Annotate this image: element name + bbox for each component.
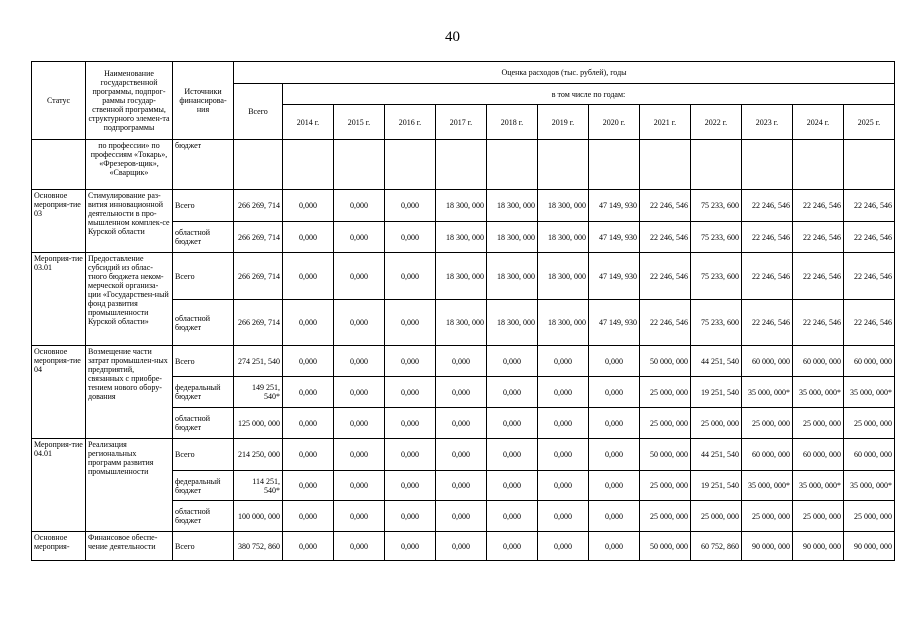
total-cell: 114 251, 540* xyxy=(234,471,283,501)
status-cell xyxy=(32,140,86,190)
value-cell: 0,000 xyxy=(385,190,436,222)
value-cell: 0,000 xyxy=(589,501,640,532)
value-cell: 0,000 xyxy=(538,471,589,501)
value-cell xyxy=(640,140,691,190)
value-cell: 0,000 xyxy=(487,346,538,377)
header-name: Наименование государственной программы, подпрог-раммы государ-ственной программы, структурного элемен-та подпрограммы xyxy=(86,62,173,140)
source-cell: Всего xyxy=(173,346,234,377)
header-year: 2014 г. xyxy=(283,105,334,140)
value-cell: 0,000 xyxy=(487,408,538,439)
status-cell: Основное мероприя-тие 03 xyxy=(32,190,86,253)
value-cell: 60 000, 000 xyxy=(793,439,844,471)
value-cell: 22 246, 546 xyxy=(742,253,793,300)
value-cell: 0,000 xyxy=(334,532,385,561)
value-cell: 0,000 xyxy=(589,408,640,439)
value-cell: 25 000, 000 xyxy=(640,408,691,439)
value-cell: 0,000 xyxy=(283,346,334,377)
header-year: 2015 г. xyxy=(334,105,385,140)
value-cell xyxy=(691,140,742,190)
total-cell: 214 250, 000 xyxy=(234,439,283,471)
value-cell: 0,000 xyxy=(538,439,589,471)
value-cell: 90 000, 000 xyxy=(844,532,895,561)
source-cell: Всего xyxy=(173,190,234,222)
value-cell xyxy=(283,140,334,190)
value-cell: 90 000, 000 xyxy=(742,532,793,561)
value-cell: 18 300, 000 xyxy=(538,253,589,300)
source-cell: областной бюджет xyxy=(173,222,234,253)
name-cell: Реализация региональных программ развития промышленности xyxy=(86,439,173,532)
value-cell: 75 233, 600 xyxy=(691,300,742,346)
value-cell xyxy=(793,140,844,190)
value-cell: 0,000 xyxy=(334,471,385,501)
value-cell: 0,000 xyxy=(538,377,589,408)
total-cell: 380 752, 860 xyxy=(234,532,283,561)
value-cell: 0,000 xyxy=(283,532,334,561)
value-cell: 0,000 xyxy=(385,408,436,439)
total-cell: 125 000, 000 xyxy=(234,408,283,439)
value-cell: 22 246, 546 xyxy=(640,300,691,346)
value-cell: 18 300, 000 xyxy=(538,190,589,222)
value-cell: 0,000 xyxy=(538,346,589,377)
value-cell: 0,000 xyxy=(334,346,385,377)
total-cell: 149 251, 540* xyxy=(234,377,283,408)
value-cell xyxy=(436,140,487,190)
header-status: Статус xyxy=(32,62,86,140)
header-year: 2025 г. xyxy=(844,105,895,140)
value-cell: 22 246, 546 xyxy=(793,190,844,222)
value-cell: 60 752, 860 xyxy=(691,532,742,561)
value-cell xyxy=(844,140,895,190)
value-cell: 0,000 xyxy=(283,501,334,532)
source-cell: Всего xyxy=(173,253,234,300)
header-year: 2024 г. xyxy=(793,105,844,140)
value-cell: 25 000, 000 xyxy=(793,408,844,439)
value-cell: 22 246, 546 xyxy=(793,300,844,346)
value-cell: 0,000 xyxy=(487,377,538,408)
value-cell: 90 000, 000 xyxy=(793,532,844,561)
source-cell: федеральный бюджет xyxy=(173,377,234,408)
value-cell: 22 246, 546 xyxy=(640,190,691,222)
value-cell: 25 000, 000 xyxy=(691,408,742,439)
table-row xyxy=(32,253,895,300)
source-cell: Всего xyxy=(173,439,234,471)
value-cell: 25 000, 000 xyxy=(742,501,793,532)
page-number: 40 xyxy=(445,29,460,45)
table-row xyxy=(32,346,895,377)
value-cell: 0,000 xyxy=(589,346,640,377)
value-cell: 50 000, 000 xyxy=(640,439,691,471)
value-cell: 0,000 xyxy=(589,471,640,501)
value-cell: 22 246, 546 xyxy=(844,253,895,300)
value-cell: 44 251, 540 xyxy=(691,346,742,377)
status-cell: Мероприя-тие 03.01 xyxy=(32,253,86,346)
value-cell: 60 000, 000 xyxy=(793,346,844,377)
value-cell: 35 000, 000* xyxy=(742,471,793,501)
status-cell: Основное мероприя- xyxy=(32,532,86,561)
value-cell: 18 300, 000 xyxy=(436,253,487,300)
value-cell: 19 251, 540 xyxy=(691,471,742,501)
source-cell: Всего xyxy=(173,532,234,561)
value-cell: 0,000 xyxy=(487,532,538,561)
source-cell: областной бюджет xyxy=(173,408,234,439)
value-cell: 0,000 xyxy=(436,377,487,408)
value-cell: 22 246, 546 xyxy=(640,253,691,300)
table-row xyxy=(32,439,895,471)
header-year: 2019 г. xyxy=(538,105,589,140)
value-cell: 0,000 xyxy=(385,439,436,471)
value-cell: 60 000, 000 xyxy=(844,439,895,471)
value-cell: 0,000 xyxy=(589,532,640,561)
total-cell: 100 000, 000 xyxy=(234,501,283,532)
value-cell: 0,000 xyxy=(334,439,385,471)
value-cell: 25 000, 000 xyxy=(844,408,895,439)
header-total: Всего xyxy=(234,84,283,140)
header-estimate: Оценка расходов (тыс. рублей), годы xyxy=(234,62,895,84)
value-cell: 0,000 xyxy=(283,222,334,253)
value-cell: 25 000, 000 xyxy=(640,501,691,532)
value-cell: 0,000 xyxy=(334,300,385,346)
header-year: 2016 г. xyxy=(385,105,436,140)
value-cell: 0,000 xyxy=(385,377,436,408)
value-cell: 47 149, 930 xyxy=(589,222,640,253)
header-year: 2021 г. xyxy=(640,105,691,140)
value-cell: 18 300, 000 xyxy=(487,190,538,222)
value-cell: 0,000 xyxy=(487,471,538,501)
value-cell: 18 300, 000 xyxy=(487,253,538,300)
header-by-year: в том числе по годам: xyxy=(283,84,895,105)
value-cell: 22 246, 546 xyxy=(640,222,691,253)
source-cell: областной бюджет xyxy=(173,501,234,532)
value-cell: 35 000, 000* xyxy=(793,377,844,408)
table-row xyxy=(32,190,895,222)
value-cell: 35 000, 000* xyxy=(844,471,895,501)
total-cell: 266 269, 714 xyxy=(234,300,283,346)
value-cell: 22 246, 546 xyxy=(742,190,793,222)
value-cell: 0,000 xyxy=(436,408,487,439)
value-cell: 25 000, 000 xyxy=(742,408,793,439)
value-cell xyxy=(538,140,589,190)
value-cell: 0,000 xyxy=(385,471,436,501)
name-cell: по профессии» по профессиям «Токарь», «Фрезеров-щик», «Сварщик» xyxy=(86,140,173,190)
value-cell: 0,000 xyxy=(283,439,334,471)
value-cell: 25 000, 000 xyxy=(793,501,844,532)
value-cell: 18 300, 000 xyxy=(436,300,487,346)
value-cell: 18 300, 000 xyxy=(436,190,487,222)
header-source: Источники финансирова-ния xyxy=(173,62,234,140)
total-cell: 274 251, 540 xyxy=(234,346,283,377)
value-cell: 22 246, 546 xyxy=(844,190,895,222)
value-cell: 0,000 xyxy=(589,377,640,408)
value-cell xyxy=(742,140,793,190)
value-cell: 0,000 xyxy=(538,501,589,532)
source-cell: федеральный бюджет xyxy=(173,471,234,501)
value-cell: 0,000 xyxy=(436,501,487,532)
total-cell: 266 269, 714 xyxy=(234,190,283,222)
value-cell: 0,000 xyxy=(385,346,436,377)
value-cell: 22 246, 546 xyxy=(742,222,793,253)
value-cell: 0,000 xyxy=(283,377,334,408)
value-cell: 0,000 xyxy=(436,346,487,377)
value-cell: 25 000, 000 xyxy=(844,501,895,532)
value-cell: 60 000, 000 xyxy=(844,346,895,377)
value-cell: 35 000, 000* xyxy=(844,377,895,408)
header-year: 2023 г. xyxy=(742,105,793,140)
value-cell: 35 000, 000* xyxy=(793,471,844,501)
value-cell: 18 300, 000 xyxy=(538,222,589,253)
value-cell: 22 246, 546 xyxy=(844,222,895,253)
value-cell: 18 300, 000 xyxy=(436,222,487,253)
name-cell: Возмещение части затрат промышлен-ных предприятий, связанных с приобре-тением нового обору-дования xyxy=(86,346,173,439)
value-cell: 19 251, 540 xyxy=(691,377,742,408)
value-cell: 0,000 xyxy=(436,532,487,561)
value-cell: 35 000, 000* xyxy=(742,377,793,408)
total-cell: 266 269, 714 xyxy=(234,222,283,253)
value-cell: 0,000 xyxy=(589,439,640,471)
value-cell: 18 300, 000 xyxy=(487,300,538,346)
value-cell: 0,000 xyxy=(334,377,385,408)
value-cell: 47 149, 930 xyxy=(589,300,640,346)
value-cell xyxy=(385,140,436,190)
expenditure-table xyxy=(31,61,895,561)
value-cell: 60 000, 000 xyxy=(742,439,793,471)
status-cell: Основное мероприя-тие 04 xyxy=(32,346,86,439)
name-cell: Финансовое обеспе-чение деятельности xyxy=(86,532,173,561)
name-cell: Предоставление субсидий из облас-тного бюджета неком-мерческой организа-ции «Государствен-ный фонд развития промышленности Курской области» xyxy=(86,253,173,346)
value-cell: 0,000 xyxy=(436,471,487,501)
header-year: 2022 г. xyxy=(691,105,742,140)
value-cell: 22 246, 546 xyxy=(844,300,895,346)
value-cell: 0,000 xyxy=(283,253,334,300)
value-cell: 0,000 xyxy=(283,190,334,222)
value-cell: 0,000 xyxy=(283,300,334,346)
value-cell xyxy=(487,140,538,190)
value-cell: 50 000, 000 xyxy=(640,532,691,561)
value-cell: 75 233, 600 xyxy=(691,253,742,300)
value-cell: 0,000 xyxy=(487,501,538,532)
value-cell: 60 000, 000 xyxy=(742,346,793,377)
value-cell: 50 000, 000 xyxy=(640,346,691,377)
status-cell: Мероприя-тие 04.01 xyxy=(32,439,86,532)
value-cell: 0,000 xyxy=(436,439,487,471)
value-cell: 0,000 xyxy=(283,408,334,439)
source-cell: областной бюджет xyxy=(173,300,234,346)
value-cell: 0,000 xyxy=(385,222,436,253)
value-cell xyxy=(334,140,385,190)
header-year: 2017 г. xyxy=(436,105,487,140)
header-year: 2020 г. xyxy=(589,105,640,140)
value-cell: 44 251, 540 xyxy=(691,439,742,471)
value-cell: 0,000 xyxy=(334,501,385,532)
value-cell: 25 000, 000 xyxy=(691,501,742,532)
source-cell: бюджет xyxy=(173,140,234,190)
value-cell: 0,000 xyxy=(334,253,385,300)
value-cell: 0,000 xyxy=(334,222,385,253)
value-cell: 75 233, 600 xyxy=(691,190,742,222)
value-cell: 0,000 xyxy=(538,408,589,439)
value-cell: 0,000 xyxy=(487,439,538,471)
value-cell: 0,000 xyxy=(385,532,436,561)
table-row xyxy=(32,532,895,561)
header-year: 2018 г. xyxy=(487,105,538,140)
value-cell: 0,000 xyxy=(334,408,385,439)
value-cell: 75 233, 600 xyxy=(691,222,742,253)
value-cell: 22 246, 546 xyxy=(793,253,844,300)
value-cell: 25 000, 000 xyxy=(640,471,691,501)
value-cell: 0,000 xyxy=(385,253,436,300)
name-cell: Стимулирование раз-вития инновационной деятельности в про-мышленном комплек-се Курской области xyxy=(86,190,173,253)
value-cell: 0,000 xyxy=(538,532,589,561)
value-cell: 22 246, 546 xyxy=(793,222,844,253)
value-cell: 0,000 xyxy=(283,471,334,501)
value-cell: 0,000 xyxy=(385,300,436,346)
value-cell: 18 300, 000 xyxy=(538,300,589,346)
total-cell xyxy=(234,140,283,190)
value-cell xyxy=(589,140,640,190)
table-row xyxy=(32,140,895,190)
value-cell: 47 149, 930 xyxy=(589,253,640,300)
total-cell: 266 269, 714 xyxy=(234,253,283,300)
value-cell: 25 000, 000 xyxy=(640,377,691,408)
value-cell: 0,000 xyxy=(385,501,436,532)
value-cell: 0,000 xyxy=(334,190,385,222)
value-cell: 18 300, 000 xyxy=(487,222,538,253)
value-cell: 47 149, 930 xyxy=(589,190,640,222)
value-cell: 22 246, 546 xyxy=(742,300,793,346)
